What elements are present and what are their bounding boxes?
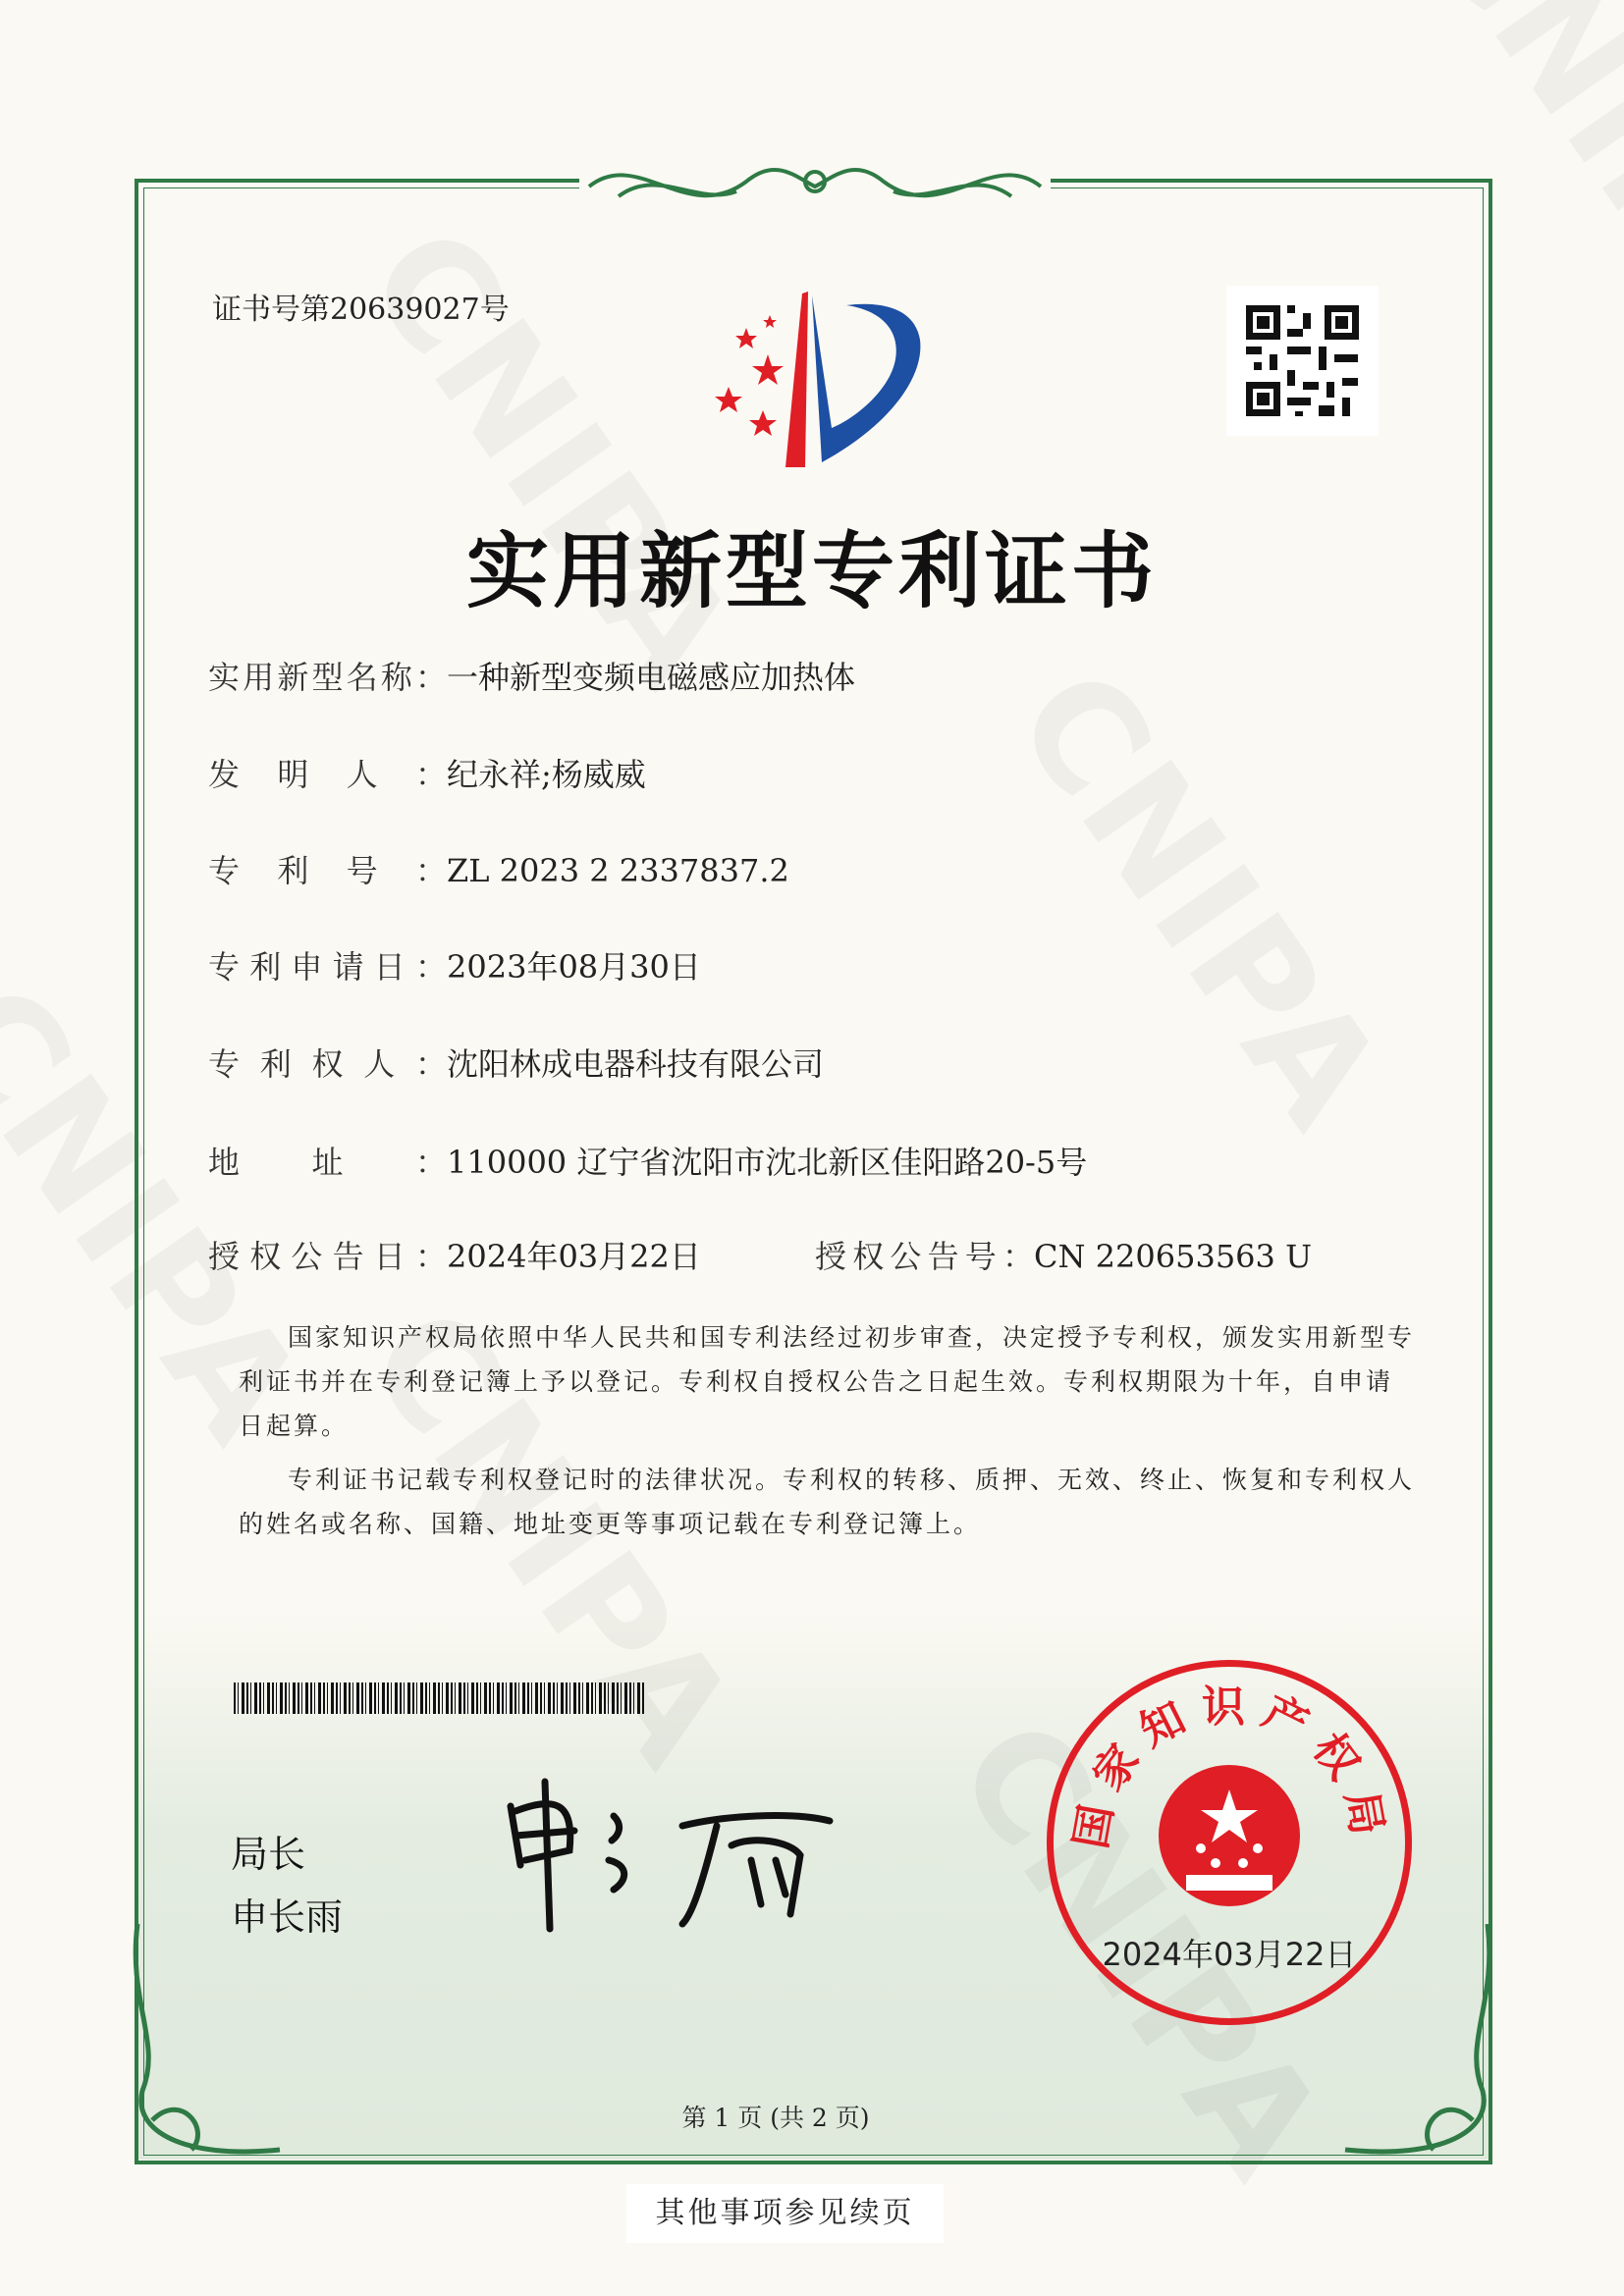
certificate-number: 证书号第20639027号 [212,293,510,327]
seal-text: 国家知识产权局 [1065,1682,1395,1853]
cnipa-logo [699,291,935,471]
official-seal [1047,1660,1412,2025]
seal-date: 2024年03月22日 [1102,1936,1357,1973]
signatory-name: 申长雨 [231,1896,344,1939]
field-grant-date [208,1232,701,1277]
barcode [234,1682,644,1714]
field-value: 沈阳林成电器科技有限公司 [447,1045,825,1083]
field-value: CN 220653563 U [1034,1238,1313,1275]
statement-paragraph: 国家知识产权局依照中华人民共和国专利法经过初步审查，决定授予专利权，颁发实用新型专利证书并在专利登记簿上予以登记。专利权自授权公告之日起生效。专利权期限为十年，自申请日起算。 [239,1323,1416,1440]
field-address [208,1138,1087,1183]
field-label: 授权公告日： [208,1238,447,1275]
qr-code [1226,286,1379,436]
field-label: 发明人： [208,756,447,793]
field-label: 专利申请日： [208,948,447,986]
statement-paragraph: 专利证书记载专利权登记时的法律状况。专利权的转移、质押、无效、终止、恢复和专利权人的姓名或名称、国籍、地址变更等事项记载在专利登记簿上。 [239,1466,1416,1538]
field-label: 授权公告号： [815,1238,1034,1275]
field-label: 实用新型名称： [208,659,447,696]
field-utility-model-name [208,653,855,698]
field-value: 2024年03月22日 [447,1238,701,1275]
field-label: 地址： [208,1144,447,1181]
signatory-title: 局长 [231,1833,306,1876]
signature [496,1767,839,1934]
field-value: 纪永祥;杨威威 [447,756,646,793]
field-value: 2023年08月30日 [447,948,701,986]
continuation-note: 其他事项参见续页 [626,2184,944,2243]
field-value: ZL 2023 2 2337837.2 [447,852,789,889]
certificate-statement [239,1315,1417,1546]
field-patentee [208,1040,824,1085]
field-value: 一种新型变频电磁感应加热体 [447,659,856,696]
corner-ornament-left [123,1924,290,2179]
field-value: 110000 辽宁省沈阳市沈北新区佳阳路20-5号 [447,1144,1088,1181]
page-number: 第 1 页 (共 2 页) [681,2104,870,2132]
field-announcement-number [815,1232,1312,1277]
field-label: 专利权人： [208,1045,447,1083]
field-inventors [208,750,646,795]
certificate-title: 实用新型专利证书 [465,522,1158,619]
field-application-date [208,942,701,988]
field-label: 专利号： [208,852,447,889]
field-patent-number [208,846,789,891]
top-ornament [579,137,1051,221]
